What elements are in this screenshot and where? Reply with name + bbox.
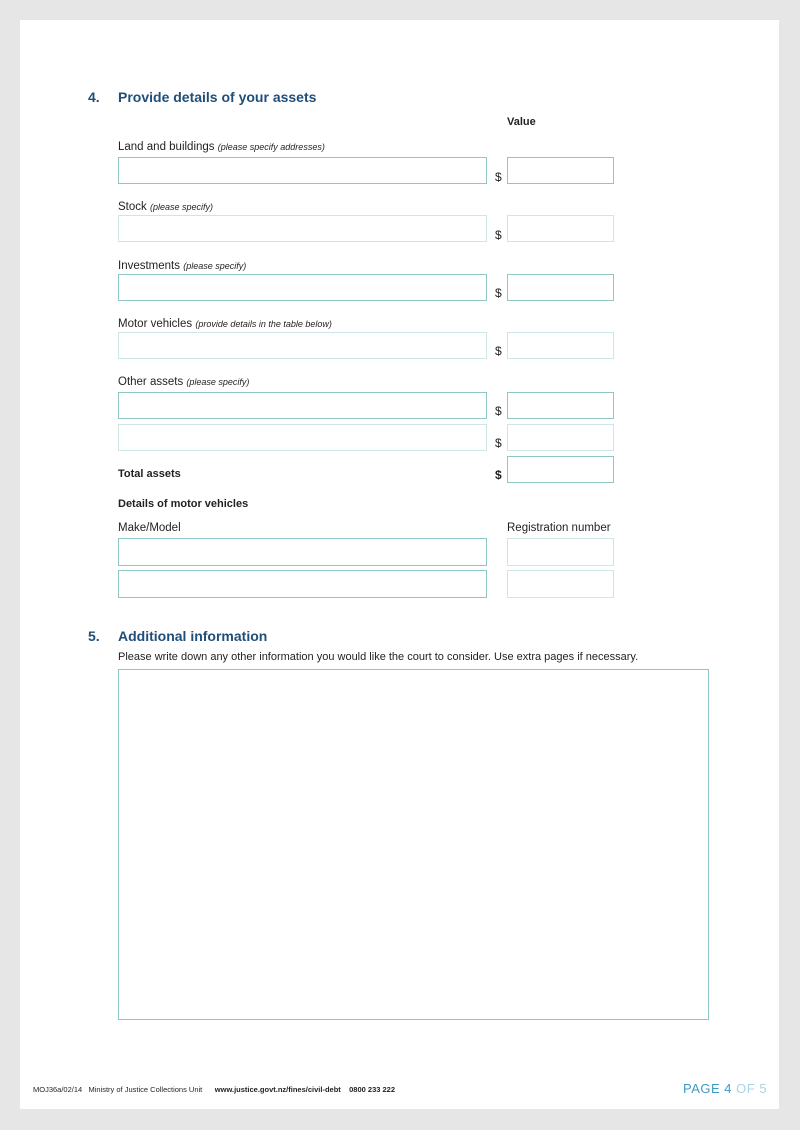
total-assets-value-input[interactable] (507, 456, 614, 483)
land-buildings-currency: $ (495, 170, 502, 184)
investments-label (118, 260, 246, 272)
footer-phone: 0800 233 222 (349, 1085, 396, 1094)
other-assets-hint: (please specify) (186, 377, 250, 387)
page-current: 4 (724, 1081, 733, 1096)
other-assets-value-input-1[interactable] (507, 392, 614, 419)
investments-value-input[interactable] (507, 274, 614, 301)
vehicle-make-input-2[interactable] (118, 570, 487, 598)
land-buildings-description-input[interactable] (118, 157, 487, 184)
other-assets-label (118, 376, 249, 388)
section-5-number: 5. (88, 628, 100, 644)
page-indicator (683, 1081, 767, 1096)
total-assets-currency: $ (495, 468, 502, 482)
investments-currency: $ (495, 286, 502, 300)
investments-label-text: Investments (118, 260, 180, 272)
land-buildings-label (118, 141, 325, 153)
stock-currency: $ (495, 228, 502, 242)
land-buildings-label-text: Land and buildings (118, 141, 215, 153)
other-assets-description-input-1[interactable] (118, 392, 487, 419)
page-of: OF (736, 1081, 756, 1096)
total-assets-label: Total assets (118, 468, 181, 480)
land-buildings-value-input[interactable] (507, 157, 614, 184)
footer-org: Ministry of Justice Collections Unit (88, 1085, 203, 1094)
motor-vehicles-description-input[interactable] (118, 332, 487, 359)
footer-left (33, 1085, 395, 1094)
investments-hint: (please specify) (183, 261, 247, 271)
motor-vehicles-currency: $ (495, 344, 502, 358)
page-label: PAGE (683, 1081, 721, 1096)
form-page (20, 20, 779, 1109)
stock-description-input[interactable] (118, 215, 487, 242)
vehicle-registration-input-2[interactable] (507, 570, 614, 598)
other-assets-description-input-2[interactable] (118, 424, 487, 451)
stock-value-input[interactable] (507, 215, 614, 242)
other-assets-label-text: Other assets (118, 376, 184, 388)
vehicle-registration-input-1[interactable] (507, 538, 614, 566)
page-total: 5 (759, 1081, 768, 1096)
stock-hint: (please specify) (149, 202, 213, 212)
additional-info-textarea[interactable] (118, 669, 709, 1020)
registration-header: Registration number (507, 522, 611, 534)
value-column-header: Value (507, 116, 536, 128)
motor-vehicles-value-input[interactable] (507, 332, 614, 359)
other-assets-value-input-2[interactable] (507, 424, 614, 451)
motor-vehicles-label (118, 318, 332, 330)
stock-label-text: Stock (118, 201, 147, 213)
section-4-title: Provide details of your assets (118, 89, 317, 105)
section-5-title: Additional information (118, 628, 268, 644)
section-4-number: 4. (88, 89, 100, 105)
vehicle-make-input-1[interactable] (118, 538, 487, 566)
vehicle-details-title: Details of motor vehicles (118, 498, 249, 510)
other-assets-currency-2: $ (495, 436, 502, 450)
stock-label (118, 201, 213, 213)
footer-url[interactable]: www.justice.govt.nz/fines/civil-debt (214, 1085, 341, 1094)
land-buildings-hint: (please specify addresses) (217, 142, 325, 152)
motor-vehicles-hint: (provide details in the table below) (195, 319, 332, 329)
other-assets-currency-1: $ (495, 404, 502, 418)
form-code: MOJ36a/02/14 (33, 1085, 83, 1094)
additional-info-instructions: Please write down any other information you would like the court to consider. Use extra pages if necessary. (118, 651, 639, 663)
make-model-header: Make/Model (118, 522, 181, 534)
investments-description-input[interactable] (118, 274, 487, 301)
motor-vehicles-label-text: Motor vehicles (118, 318, 193, 330)
